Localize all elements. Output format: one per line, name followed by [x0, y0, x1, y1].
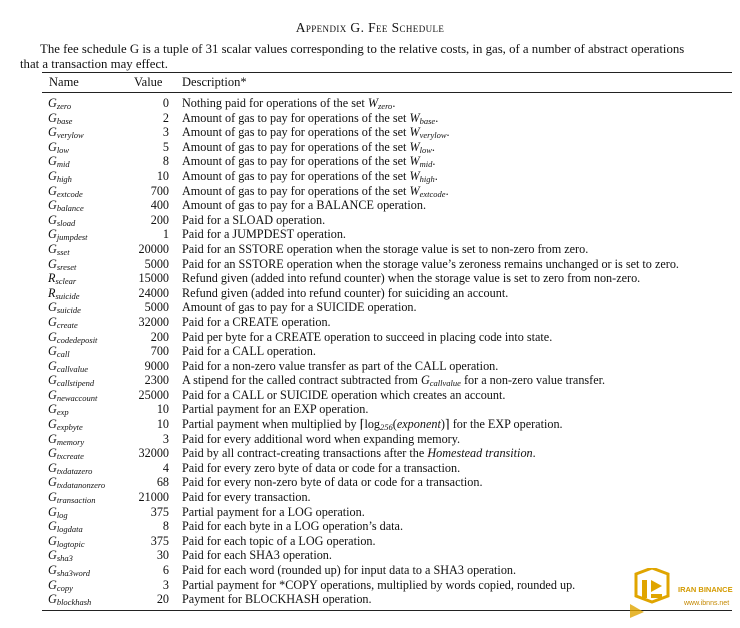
fee-symbol: G	[48, 300, 57, 315]
fee-description	[182, 402, 368, 417]
fee-value: 400	[150, 198, 169, 213]
fee-description	[182, 548, 332, 563]
fee-symbol: G	[48, 431, 57, 446]
desc-symbol: W	[409, 125, 420, 140]
fee-symbol: G	[48, 490, 57, 505]
desc-text: A stipend for the called contract subtracted from	[182, 373, 421, 388]
desc-subscript: low	[419, 144, 432, 155]
fee-description	[182, 490, 311, 505]
fee-description	[182, 388, 505, 403]
desc-text: Amount of gas to pay for operations of the set	[182, 168, 410, 183]
fee-subscript: sclear	[55, 276, 77, 287]
desc-text: Partial payment when multiplied by ⌈log	[182, 417, 381, 432]
fee-symbol: G	[48, 314, 57, 329]
table-row	[0, 227, 740, 242]
desc-symbol: W	[409, 110, 420, 125]
table-row	[0, 96, 740, 111]
fee-subscript: log	[56, 509, 68, 520]
fee-symbol: G	[48, 563, 57, 577]
fee-description	[182, 461, 460, 476]
intro-paragraph: The fee schedule G is a tuple of 31 scalar values corresponding to the relative costs, in gas, of a number of abstract operations that a transaction may effect.	[20, 42, 685, 71]
desc-text: Paid for an SSTORE operation when the storage value is set to non-zero from zero.	[182, 241, 589, 256]
fee-symbol: G	[48, 548, 57, 563]
fee-value: 5	[162, 139, 169, 154]
desc-text: Amount of gas to pay for operations of the set	[182, 183, 410, 198]
table-row	[0, 213, 740, 228]
watermark-name: IRAN BINANCE	[678, 585, 733, 594]
fee-subscript: transaction	[56, 495, 96, 506]
table-row	[0, 111, 740, 126]
fee-subscript: call	[56, 349, 70, 360]
fee-value: 3	[162, 577, 169, 592]
fee-subscript: base	[56, 115, 73, 126]
fee-subscript: suicide	[56, 305, 81, 316]
fee-value: 8	[162, 154, 169, 169]
desc-text: .	[532, 446, 536, 461]
desc-text: Paid for every zero byte of data or code for a transaction.	[182, 460, 461, 475]
fee-value: 200	[150, 329, 169, 344]
fee-symbol: G	[48, 241, 57, 256]
fee-symbol: G	[48, 139, 57, 154]
fee-description	[182, 286, 508, 301]
table-row	[0, 154, 740, 169]
desc-text: Partial payment for a LOG operation.	[182, 504, 365, 519]
fee-subscript: sha3word	[56, 568, 91, 578]
desc-text: Partial payment for *COPY operations, multiplied by words copied, rounded up.	[182, 577, 576, 592]
desc-subscript: extcode	[419, 188, 446, 199]
table-row	[0, 417, 740, 432]
fee-symbol: G	[48, 417, 57, 432]
fee-symbol: G	[48, 460, 57, 475]
fee-value: 21000	[138, 490, 169, 505]
fee-symbol: G	[48, 577, 57, 592]
fee-description	[182, 446, 536, 461]
desc-text: Paid for a CREATE operation.	[182, 314, 331, 329]
header-description: Description*	[182, 75, 247, 89]
fee-subscript: high	[56, 173, 72, 184]
fee-symbol: G	[48, 592, 57, 607]
fee-subscript: sreset	[56, 261, 77, 272]
desc-text: Paid for a JUMPDEST operation.	[182, 227, 346, 242]
desc-italic: exponent	[396, 417, 441, 432]
fee-description	[182, 344, 316, 359]
fee-value: 700	[150, 183, 169, 198]
desc-text: Amount of gas to pay for a BALANCE operation.	[182, 198, 427, 213]
desc-text: Paid by all contract-creating transactions after the	[182, 446, 428, 461]
table-row	[0, 373, 740, 388]
fee-value: 30	[156, 548, 169, 563]
fee-symbol: G	[48, 504, 57, 519]
fee-description	[182, 198, 426, 213]
desc-text: Paid for a SLOAD operation.	[182, 212, 326, 227]
fee-symbol: G	[48, 183, 57, 198]
fee-subscript: verylow	[56, 130, 84, 141]
fee-symbol: G	[48, 358, 57, 373]
table-row	[0, 300, 740, 315]
fee-value: 68	[156, 475, 169, 490]
fee-description	[182, 271, 640, 286]
table-row	[0, 315, 740, 330]
fee-subscript: txdatanonzero	[56, 480, 106, 491]
fee-value: 3	[162, 125, 169, 140]
fee-subscript: expbyte	[56, 422, 83, 433]
fee-description	[182, 300, 417, 315]
fee-symbol: R	[48, 285, 56, 300]
fee-subscript: blockhash	[56, 597, 92, 608]
desc-text: for a non-zero value transfer.	[460, 373, 606, 388]
desc-text: Partial payment for an EXP operation.	[182, 402, 369, 417]
desc-text: Paid for each SHA3 operation.	[182, 548, 332, 563]
desc-text: Nothing paid for operations of the set	[182, 96, 368, 110]
fee-subscript: codedeposit	[56, 334, 98, 345]
desc-text: .	[446, 125, 450, 140]
fee-symbol: G	[48, 329, 57, 344]
fee-subscript: sha3	[56, 553, 73, 564]
fee-description	[182, 359, 498, 374]
desc-text: .	[445, 183, 449, 198]
desc-text: )⌉ for the EXP operation.	[440, 417, 563, 432]
fee-subscript: callvalue	[56, 363, 88, 374]
desc-text: .	[392, 96, 396, 110]
fee-description	[182, 505, 365, 520]
fee-symbol: G	[48, 446, 57, 461]
fee-value: 2300	[144, 373, 169, 388]
fee-subscript: sset	[56, 246, 70, 257]
table-row	[0, 125, 740, 140]
table-row	[0, 475, 740, 490]
fee-table-body	[0, 96, 740, 607]
desc-text: Amount of gas to pay for operations of the set	[182, 125, 410, 140]
table-row	[0, 169, 740, 184]
desc-text: Paid for every transaction.	[182, 490, 311, 505]
fee-subscript: extcode	[56, 188, 83, 199]
fee-description	[182, 519, 403, 534]
fee-description	[182, 242, 588, 257]
desc-text: Paid for a CALL or SUICIDE operation which creates an account.	[182, 387, 506, 402]
fee-value: 32000	[138, 314, 169, 329]
fee-name	[48, 592, 91, 610]
fee-symbol: G	[48, 125, 57, 140]
fee-subscript: logtopic	[56, 538, 85, 549]
fee-symbol: G	[48, 533, 57, 548]
fee-value: 10	[156, 417, 169, 432]
fee-value: 20000	[138, 241, 169, 256]
table-row	[0, 388, 740, 403]
fee-value: 32000	[138, 446, 169, 461]
fee-subscript: callstipend	[56, 378, 95, 389]
fee-value: 10	[156, 168, 169, 183]
fee-description	[182, 563, 516, 578]
fee-description	[182, 475, 483, 490]
desc-text: Amount of gas to pay for operations of the set	[182, 154, 410, 169]
fee-subscript: exp	[56, 407, 69, 418]
fee-subscript: newaccount	[56, 392, 98, 403]
desc-symbol: W	[409, 168, 420, 183]
fee-subscript: copy	[56, 582, 73, 593]
fee-symbol: G	[48, 373, 57, 388]
desc-text: Paid for an SSTORE operation when the storage value’s zeroness remains unchanged or is set to zero.	[182, 256, 679, 271]
desc-text: Paid for every non-zero byte of data or code for a transaction.	[182, 475, 483, 490]
fee-value: 3	[162, 431, 169, 446]
desc-text: .	[431, 139, 435, 154]
table-header-rule	[42, 92, 732, 93]
fee-value: 6	[162, 563, 169, 577]
fee-value: 700	[150, 344, 169, 359]
fee-value: 2	[162, 110, 169, 125]
fee-value: 9000	[144, 358, 169, 373]
table-row	[0, 402, 740, 417]
desc-text: Amount of gas to pay for a SUICIDE operation.	[182, 300, 417, 315]
fee-description	[182, 227, 346, 242]
table-row	[0, 344, 740, 359]
header-name: Name	[49, 75, 79, 89]
fee-subscript: jumpdest	[56, 232, 88, 243]
desc-text: Paid for every additional word when expanding memory.	[182, 431, 461, 446]
desc-symbol: W	[409, 139, 420, 154]
desc-text: Refund given (added into refund counter) for suiciding an account.	[182, 285, 509, 300]
table-row	[0, 198, 740, 213]
table-row	[0, 432, 740, 447]
fee-value: 4	[162, 460, 169, 475]
fee-symbol: G	[48, 344, 57, 359]
desc-text: (	[392, 417, 397, 432]
desc-subscript: verylow	[419, 130, 447, 141]
desc-subscript: 256	[380, 422, 393, 433]
fee-symbol: G	[48, 154, 57, 169]
fee-subscript: low	[56, 144, 70, 155]
desc-text: Paid for a CALL operation.	[182, 344, 316, 359]
fee-description	[182, 592, 372, 607]
watermark-url: www.ibnns.net	[684, 600, 730, 607]
table-top-rule	[42, 72, 732, 73]
fee-description	[182, 578, 575, 593]
table-row	[0, 184, 740, 199]
fee-symbol: G	[48, 198, 57, 213]
table-row	[0, 359, 740, 374]
table-row	[0, 242, 740, 257]
table-row	[0, 548, 740, 563]
desc-text: Amount of gas to pay for operations of the set	[182, 139, 410, 154]
fee-value: 15000	[138, 271, 169, 286]
desc-symbol: W	[409, 183, 420, 198]
fee-value: 20	[156, 592, 169, 607]
desc-italic: Homestead transition	[427, 446, 533, 461]
fee-value: 5000	[144, 300, 169, 315]
desc-text: Paid for each topic of a LOG operation.	[182, 533, 376, 548]
fee-symbol: G	[48, 227, 57, 242]
fee-subscript: logdata	[56, 524, 83, 535]
desc-subscript: mid	[419, 159, 433, 170]
desc-symbol: W	[409, 154, 420, 169]
fee-subscript: mid	[56, 159, 70, 170]
fee-description	[182, 432, 460, 447]
fee-subscript: suicide	[55, 290, 80, 301]
desc-symbol: G	[420, 373, 430, 388]
desc-subscript: callvalue	[429, 378, 461, 389]
desc-text: Paid for each word (rounded up) for input data to a SHA3 operation.	[182, 563, 517, 577]
desc-text: Paid per byte for a CREATE operation to succeed in placing code into state.	[182, 329, 553, 344]
fee-value: 375	[150, 504, 169, 519]
fee-subscript: sload	[56, 217, 76, 228]
fee-subscript: memory	[56, 436, 85, 447]
table-row	[0, 330, 740, 345]
fee-value: 0	[162, 96, 169, 110]
desc-text: .	[434, 168, 438, 183]
desc-text: .	[435, 110, 439, 125]
fee-value: 25000	[138, 387, 169, 402]
desc-text: Paid for a non-zero value transfer as part of the CALL operation.	[182, 358, 499, 373]
fee-value: 200	[150, 212, 169, 227]
fee-subscript: txcreate	[56, 451, 84, 462]
fee-value: 1	[162, 227, 169, 242]
fee-description	[182, 213, 325, 228]
fee-description	[182, 534, 376, 549]
table-row	[0, 446, 740, 461]
fee-description	[182, 330, 552, 345]
table-row	[0, 534, 740, 549]
table-row	[0, 257, 740, 272]
table-row	[0, 286, 740, 301]
fee-symbol: G	[48, 256, 57, 271]
fee-symbol: G	[48, 475, 57, 490]
fee-value: 10	[156, 402, 169, 417]
table-row	[0, 271, 740, 286]
fee-subscript: balance	[56, 203, 84, 214]
fee-description	[182, 257, 679, 272]
desc-subscript: base	[419, 115, 436, 126]
fee-value: 375	[150, 533, 169, 548]
fee-symbol: G	[48, 402, 57, 417]
fee-symbol: G	[48, 110, 57, 125]
fee-value: 5000	[144, 256, 169, 271]
fee-symbol: G	[48, 168, 57, 183]
table-row	[0, 490, 740, 505]
desc-text: .	[432, 154, 436, 169]
fee-value: 24000	[138, 285, 169, 300]
desc-text: Amount of gas to pay for operations of the set	[182, 110, 410, 125]
fee-description	[182, 315, 331, 330]
fee-subscript: zero	[56, 101, 72, 111]
desc-subscript: high	[419, 173, 435, 184]
desc-text: Refund given (added into refund counter) when the storage value is set to zero from non-zero.	[182, 271, 641, 286]
table-row	[0, 505, 740, 520]
table-row	[0, 519, 740, 534]
fee-symbol: R	[48, 271, 56, 286]
fee-symbol: G	[48, 519, 57, 534]
appendix-title: Appendix G. Fee Schedule	[295, 20, 445, 35]
fee-symbol: G	[48, 212, 57, 227]
desc-text: Payment for BLOCKHASH operation.	[182, 592, 372, 607]
fee-subscript: txdatazero	[56, 465, 93, 476]
desc-subscript: zero	[377, 101, 393, 111]
table-row	[0, 140, 740, 155]
table-row	[0, 461, 740, 476]
header-value: Value	[134, 75, 163, 89]
fee-subscript: create	[56, 319, 78, 330]
fee-symbol: G	[48, 387, 57, 402]
fee-symbol: G	[48, 96, 57, 110]
desc-symbol: W	[367, 96, 378, 110]
desc-text: Paid for each byte in a LOG operation’s data.	[182, 519, 403, 534]
fee-value: 8	[162, 519, 169, 534]
